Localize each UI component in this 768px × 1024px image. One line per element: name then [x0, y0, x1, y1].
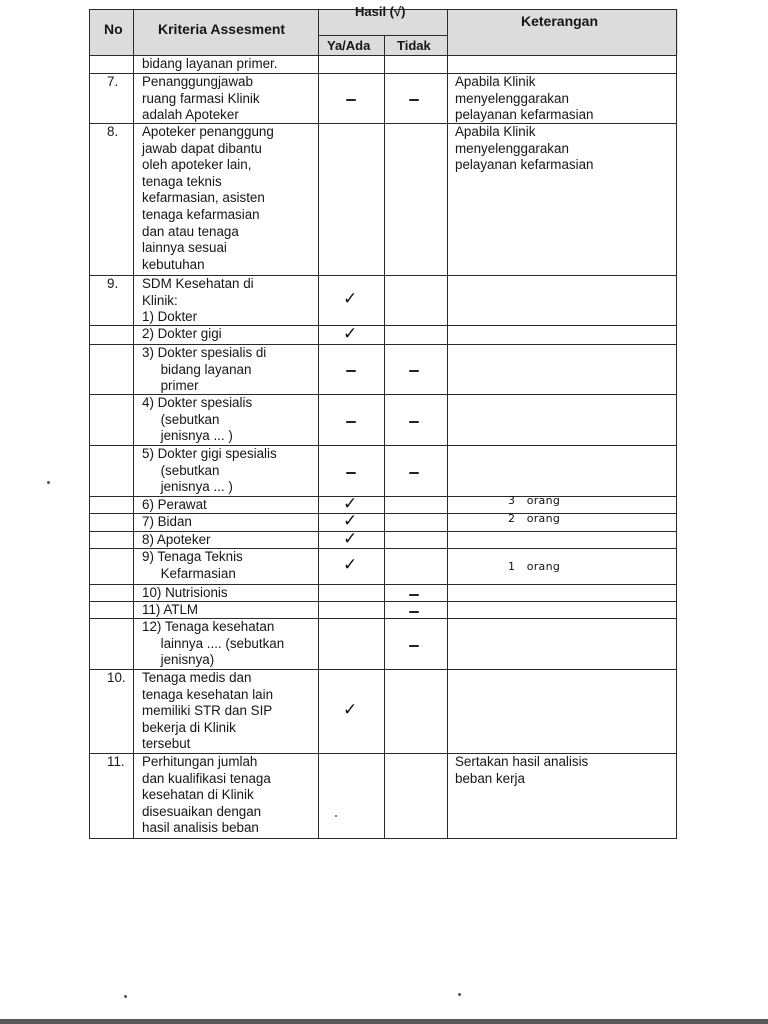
row-kriteria: 12) Tenaga kesehatan lainnya .... (sebutkan jenisnya) [142, 619, 285, 668]
header-hasil: Hasil (√) [355, 4, 406, 19]
tidak-dash-mark [409, 421, 419, 423]
ya-ada-checkmark-icon: ✓ [343, 700, 358, 720]
row-keterangan: Apabila Klinik menyelenggarakan pelayanan kefarmasian [455, 74, 594, 123]
ya-ada-dash-mark [346, 421, 356, 423]
row-number: 11. [107, 754, 125, 769]
ya-ada-checkmark-icon: ✓ [343, 555, 358, 575]
table-rule-vertical [89, 9, 90, 838]
tidak-dash-mark [409, 594, 419, 596]
row-kriteria: 4) Dokter spesialis (sebutkan jenisnya ... ) [142, 395, 253, 444]
tidak-dash-mark [409, 472, 419, 474]
row-kriteria: 3) Dokter spesialis di bidang layanan primer [142, 345, 267, 394]
scan-speck [124, 995, 127, 998]
row-keterangan: Apabila Klinik menyelenggarakan pelayanan kefarmasian [455, 124, 594, 173]
table-rule-vertical [318, 9, 319, 838]
tidak-dash-mark [409, 611, 419, 613]
ya-ada-checkmark-icon: ✓ [343, 511, 358, 531]
row-kriteria: Perhitungan jumlah dan kualifikasi tenaga kesehatan di Klinik disesuaikan dengan hasil analisis beban [142, 754, 271, 836]
row-number: 7. [107, 74, 119, 89]
header-keterangan: Keterangan [521, 13, 599, 29]
ya-ada-checkmark-icon: ✓ [343, 493, 358, 514]
scan-speck [458, 993, 461, 996]
scan-bottom-edge [0, 1019, 768, 1024]
row-keterangan: Sertakan hasil analisis beban kerja [455, 754, 589, 786]
row-kriteria: 5) Dokter gigi spesialis (sebutkan jenisnya ... ) [142, 446, 277, 495]
header-no: No [104, 21, 123, 37]
row-kriteria: SDM Kesehatan di Klinik: 1) Dokter [142, 276, 254, 325]
table-rule-horizontal [89, 838, 677, 839]
row-kriteria: 10) Nutrisionis [142, 585, 228, 600]
tidak-dash-mark [409, 645, 419, 647]
row-kriteria: 7) Bidan [142, 514, 192, 529]
table-rule-horizontal [318, 35, 447, 36]
row-kriteria: 11) ATLM [142, 602, 199, 617]
table-rule-vertical [384, 35, 385, 838]
scan-speck [335, 815, 337, 817]
row-kriteria: 8) Apoteker [142, 532, 211, 547]
ya-ada-dash-mark [346, 99, 356, 101]
table-rule-vertical [676, 9, 677, 838]
ya-ada-checkmark-icon: ✓ [343, 323, 358, 344]
header-ya-ada: Ya/Ada [327, 38, 371, 53]
row-number: 8. [107, 124, 119, 139]
row-keterangan-handwritten: 1 orang [508, 560, 561, 573]
ya-ada-checkmark-icon: ✓ [343, 289, 358, 309]
row-keterangan-handwritten: 2 orang [508, 512, 561, 525]
ya-ada-checkmark-icon: ✓ [343, 528, 358, 549]
row-kriteria: Tenaga medis dan tenaga kesehatan lain memiliki STR dan SIP bekerja di Klinik tersebut [142, 670, 274, 752]
tidak-dash-mark [409, 99, 419, 101]
header-kriteria: Kriteria Assesment [158, 21, 286, 37]
row-number: 10. [107, 670, 126, 685]
row-kriteria: bidang layanan primer. [142, 56, 278, 71]
row-kriteria: 9) Tenaga Teknis Kefarmasian [142, 549, 243, 581]
table-rule-vertical [133, 9, 134, 838]
table-rule-vertical [447, 9, 448, 838]
scan-speck [47, 481, 50, 484]
row-kriteria: 2) Dokter gigi [142, 326, 222, 341]
row-keterangan-handwritten: 3 orang [508, 493, 561, 507]
row-number: 9. [107, 276, 119, 291]
ya-ada-dash-mark [346, 472, 356, 474]
header-tidak: Tidak [397, 38, 431, 53]
row-kriteria: Penanggungjawab ruang farmasi Klinik adalah Apoteker [142, 74, 260, 123]
row-kriteria: 6) Perawat [142, 497, 207, 512]
tidak-dash-mark [409, 370, 419, 372]
ya-ada-dash-mark [346, 370, 356, 372]
row-kriteria: Apoteker penanggung jawab dapat dibantu oleh apoteker lain, tenaga teknis kefarmasian, asisten tenaga kefarmasian dan atau tenaga lainnya sesuai kebutuhan [142, 124, 274, 272]
